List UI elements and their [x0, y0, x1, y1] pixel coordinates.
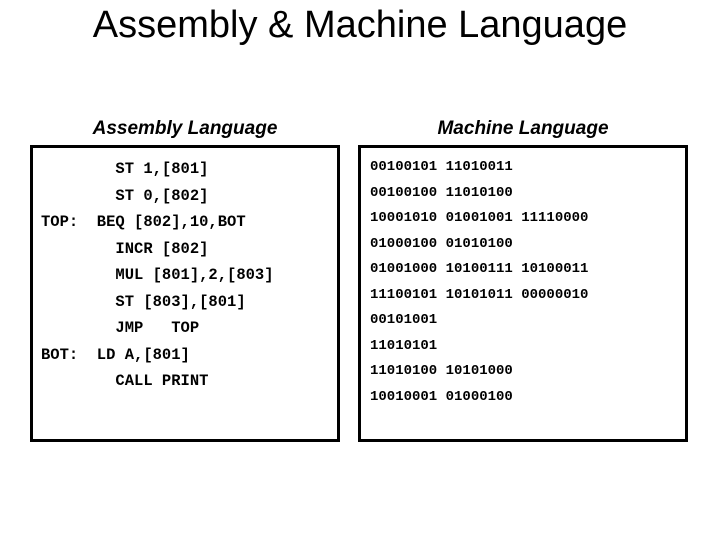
- machine-code-line: 01000100 01010100: [370, 235, 513, 252]
- machine-code-line: 00100101 11010011: [370, 159, 513, 175]
- assembly-code-line: CALL PRINT: [41, 372, 209, 390]
- assembly-code-line: MUL [801],2,[803]: [41, 266, 274, 284]
- machine-code-line: 10010001 01000100: [370, 388, 513, 405]
- assembly-column-heading: Assembly Language: [92, 118, 278, 139]
- assembly-code-line: JMP TOP: [41, 319, 200, 337]
- assembly-code-line: TOP: BEQ [802],10,BOT: [41, 213, 246, 231]
- machine-code-line: 00101001: [370, 312, 438, 328]
- assembly-code-line: ST [803],[801]: [41, 292, 246, 311]
- assembly-code-list: [33, 148, 337, 395]
- assembly-code-line: ST 0,[802]: [41, 186, 209, 205]
- machine-column-heading: Machine Language: [437, 118, 609, 139]
- machine-code-line: 10001010 01001001 11110000: [370, 210, 589, 226]
- machine-code-line: 01001000 10100111 10100011: [370, 261, 589, 277]
- machine-code-line: 11010101: [370, 337, 438, 354]
- machine-code-line: 00100100 11010100: [370, 184, 513, 201]
- machine-code-box: [358, 145, 688, 442]
- assembly-code-line: ST 1,[801]: [41, 160, 209, 178]
- machine-code-line: 11010100 10101000: [370, 363, 513, 379]
- assembly-code-box: [30, 145, 340, 442]
- machine-code-list: [361, 148, 685, 410]
- machine-code-line: 11100101 10101011 00000010: [370, 286, 589, 303]
- page-title: Assembly & Machine Language: [92, 4, 628, 46]
- assembly-code-line: INCR [802]: [41, 239, 209, 258]
- assembly-code-line: BOT: LD A,[801]: [41, 345, 190, 364]
